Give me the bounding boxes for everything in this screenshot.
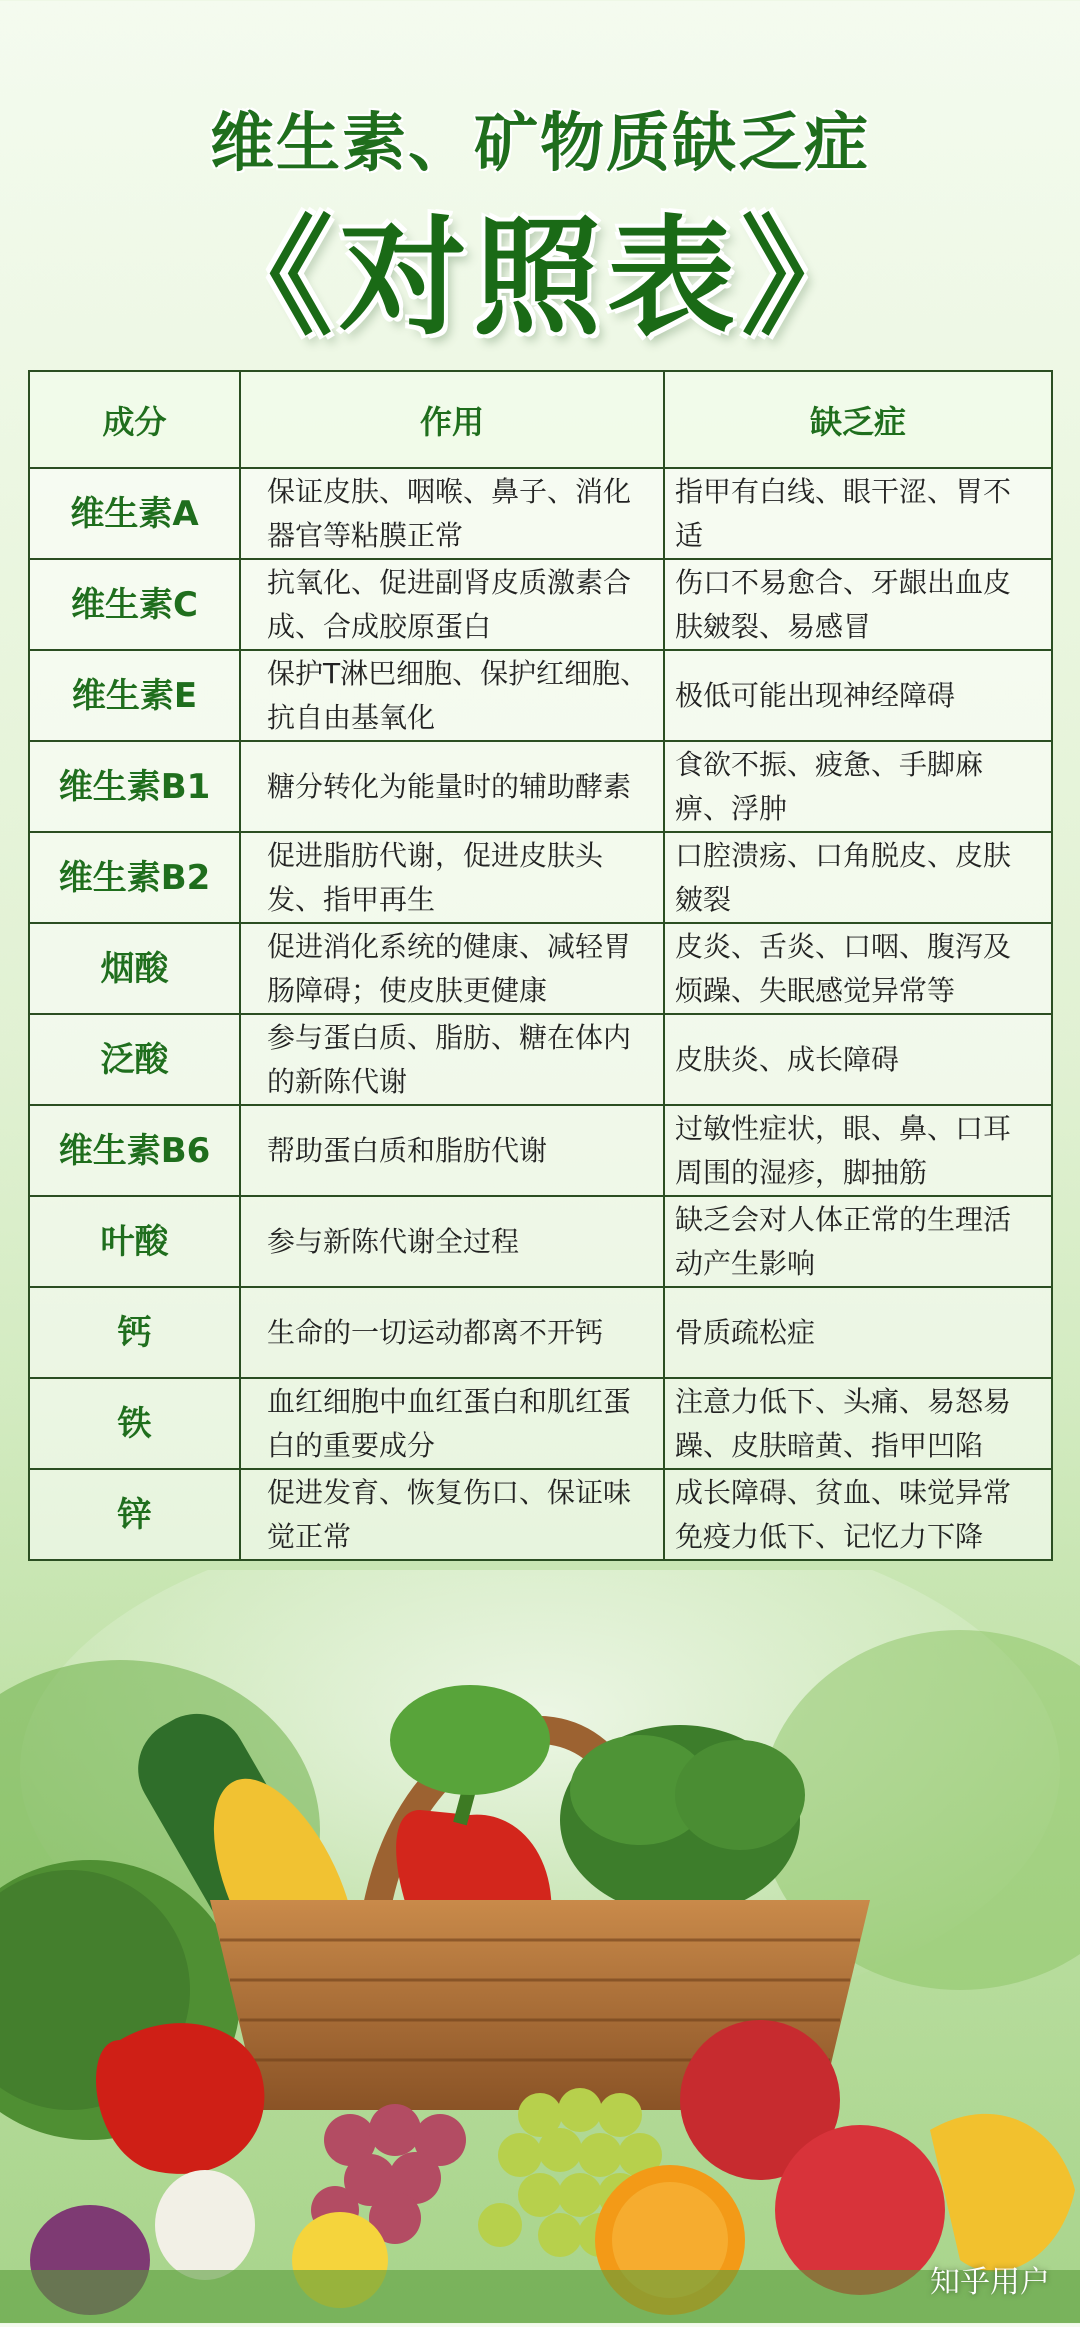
function-cell: 参与新陈代谢全过程 (240, 1196, 664, 1287)
function-cell: 保护T淋巴细胞、保护红细胞、抗自由基氧化 (240, 650, 664, 741)
deficiency-cell: 缺乏会对人体正常的生理活动产生影响 (664, 1196, 1052, 1287)
function-cell: 参与蛋白质、脂肪、糖在体内的新陈代谢 (240, 1014, 664, 1105)
table-header-row (29, 371, 1052, 468)
deficiency-cell: 皮炎、舌炎、口咽、腹泻及烦躁、失眠感觉异常等 (664, 923, 1052, 1014)
function-cell: 促进发育、恢复伤口、保证味觉正常 (240, 1469, 664, 1560)
ingredient-name: 铁 (29, 1378, 240, 1469)
vitamin-mineral-table (28, 370, 1053, 1561)
table-row (29, 559, 1052, 650)
title-line2: 《对照表》 (204, 204, 875, 353)
deficiency-cell: 注意力低下、头痛、易怒易躁、皮肤暗黄、指甲凹陷 (664, 1378, 1052, 1469)
table-row (29, 923, 1052, 1014)
deficiency-cell: 指甲有白线、眼干涩、胃不适 (664, 468, 1052, 559)
function-cell: 保证皮肤、咽喉、鼻子、消化器官等粘膜正常 (240, 468, 664, 559)
function-cell: 促进消化系统的健康、减轻胃肠障碍；使皮肤更健康 (240, 923, 664, 1014)
function-cell: 糖分转化为能量时的辅助酵素 (240, 741, 664, 832)
ingredient-name: 维生素B1 (29, 741, 240, 832)
function-cell: 促进脂肪代谢，促进皮肤头发、指甲再生 (240, 832, 664, 923)
table-row (29, 1469, 1052, 1560)
ingredient-name: 叶酸 (29, 1196, 240, 1287)
deficiency-cell: 伤口不易愈合、牙龈出血皮肤皴裂、易感冒 (664, 559, 1052, 650)
ingredient-name: 钙 (29, 1287, 240, 1378)
function-cell: 生命的一切运动都离不开钙 (240, 1287, 664, 1378)
function-cell: 抗氧化、促进副肾皮质激素合成、合成胶原蛋白 (240, 559, 664, 650)
ingredient-name: 维生素A (29, 468, 240, 559)
ingredient-name: 维生素B6 (29, 1105, 240, 1196)
ingredient-name: 维生素C (29, 559, 240, 650)
deficiency-cell: 骨质疏松症 (664, 1287, 1052, 1378)
deficiency-cell: 口腔溃疡、口角脱皮、皮肤皴裂 (664, 832, 1052, 923)
table-row (29, 1196, 1052, 1287)
table-row (29, 1378, 1052, 1469)
ingredient-name: 维生素E (29, 650, 240, 741)
table-row (29, 1014, 1052, 1105)
table-row (29, 1105, 1052, 1196)
watermark-text: 知乎用户 (930, 2265, 1050, 2300)
deficiency-cell: 皮肤炎、成长障碍 (664, 1014, 1052, 1105)
table-row (29, 741, 1052, 832)
title-line1: 维生素、矿物质缺乏症 (210, 107, 870, 181)
vegetable-basket-illustration (0, 1570, 1080, 2323)
header-deficiency: 缺乏症 (664, 371, 1052, 468)
deficiency-cell: 成长障碍、贫血、味觉异常免疫力低下、记忆力下降 (664, 1469, 1052, 1560)
table-row (29, 650, 1052, 741)
ingredient-name: 锌 (29, 1469, 240, 1560)
header-ingredient: 成分 (29, 371, 240, 468)
table-row (29, 468, 1052, 559)
function-cell: 帮助蛋白质和脂肪代谢 (240, 1105, 664, 1196)
deficiency-cell: 食欲不振、疲惫、手脚麻痹、浮肿 (664, 741, 1052, 832)
header-function: 作用 (240, 371, 664, 468)
function-cell: 血红细胞中血红蛋白和肌红蛋白的重要成分 (240, 1378, 664, 1469)
vegetable-basket-image (0, 1570, 1080, 2323)
table-row (29, 1287, 1052, 1378)
ingredient-name: 泛酸 (29, 1014, 240, 1105)
ingredient-name: 烟酸 (29, 923, 240, 1014)
deficiency-cell: 极低可能出现神经障碍 (664, 650, 1052, 741)
ingredient-name: 维生素B2 (29, 832, 240, 923)
table-row (29, 832, 1052, 923)
deficiency-cell: 过敏性症状，眼、鼻、口耳周围的湿疹，脚抽筋 (664, 1105, 1052, 1196)
